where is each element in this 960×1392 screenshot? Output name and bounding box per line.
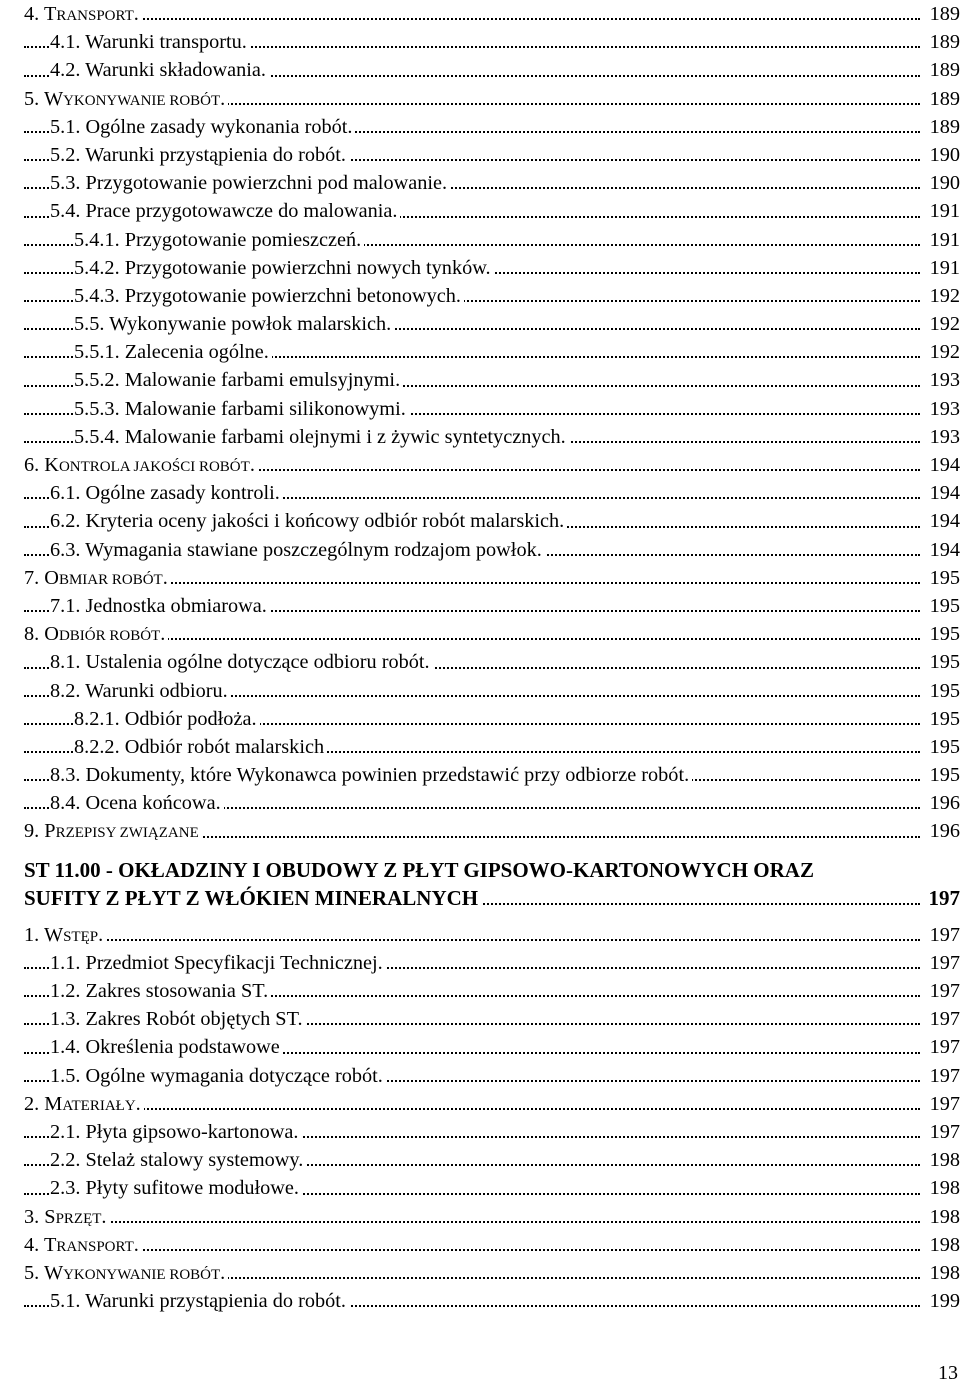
toc-entry-number: 2. [24, 1092, 40, 1115]
heading-end: . [101, 1205, 107, 1228]
toc-entry-heading [44, 924, 103, 946]
toc-entry-page: 197 [928, 1005, 960, 1033]
toc-entry-page: 198 [928, 1146, 960, 1174]
toc-entry-number: 5.4.1. [74, 228, 120, 251]
toc-entry-number: 6.1. [50, 482, 81, 505]
toc-entry [24, 536, 960, 564]
toc-entry-title [24, 0, 142, 28]
toc-entry-page: 197 [928, 1118, 960, 1146]
toc-entry [24, 592, 960, 620]
toc-entry-text: Malowanie farbami olejnymi i z żywic syntetycznych. [124, 425, 566, 448]
toc-entry-page: 192 [928, 338, 960, 366]
toc-entry-title [74, 423, 569, 451]
toc-entry-page: 189 [928, 85, 960, 113]
toc-entry-title [74, 282, 464, 310]
toc-entry-title [24, 921, 106, 949]
toc-entry-title [50, 507, 567, 535]
toc-entry-number: 1.5. [50, 1064, 81, 1087]
toc-entry-number: 6.2. [50, 510, 81, 533]
heading-end: . [160, 623, 166, 646]
toc-entry [24, 507, 960, 535]
toc-entry [24, 197, 960, 225]
toc-entry-text: Określenia podstawowe [85, 1036, 280, 1059]
toc-block-1 [24, 0, 960, 846]
toc-entry-number: 5.5. [74, 313, 105, 336]
toc-entry-number: 2.2. [50, 1149, 81, 1172]
toc-entry [24, 705, 960, 733]
toc-entry-title [74, 733, 327, 761]
toc-entry-page: 197 [928, 949, 960, 977]
heading-initial: O [44, 623, 59, 646]
toc-entry [24, 789, 960, 817]
toc-entry-text: Jednostka obmiarowa. [85, 594, 267, 617]
toc-entry-page: 198 [928, 1231, 960, 1259]
toc-entry-page: 189 [928, 56, 960, 84]
toc-entry-page: 194 [928, 479, 960, 507]
toc-entry-title [24, 451, 258, 479]
toc-entry-page: 189 [928, 28, 960, 56]
toc-entry-title [50, 677, 231, 705]
heading-rest: BMIAR ROBÓT [58, 571, 163, 588]
toc-entry-text: Prace przygotowawcze do malowania. [85, 200, 398, 223]
toc-entry [24, 733, 960, 761]
heading-rest: RZEPISY ZWIĄZANE [55, 825, 199, 842]
toc-entry-number: 5.5.3. [74, 397, 120, 420]
toc-entry [24, 338, 960, 366]
toc-entry-page: 194 [928, 507, 960, 535]
toc-entry [24, 282, 960, 310]
toc-entry [24, 1203, 960, 1231]
toc-entry-text: Malowanie farbami emulsyjnymi. [124, 369, 401, 392]
toc-entry-number: 9. [24, 820, 40, 843]
toc-entry-page: 198 [928, 1174, 960, 1202]
toc-entry-title [50, 761, 692, 789]
toc-entry-text: Płyty sufitowe modułowe. [85, 1177, 300, 1200]
toc-entry-title [50, 169, 450, 197]
spec-heading-title: SUFITY Z PŁYT Z WŁÓKIEN MINERALNYCH [24, 884, 481, 913]
toc-entry [24, 1033, 960, 1061]
toc-entry-page: 191 [928, 254, 960, 282]
toc-entry-text: Wykonywanie powłok malarskich. [109, 313, 392, 336]
heading-initial: M [44, 1092, 63, 1115]
toc-entry [24, 28, 960, 56]
toc-entry-text: Przygotowanie pomieszczeń. [124, 228, 362, 251]
toc-entry [24, 1231, 960, 1259]
toc-entry-page: 197 [928, 1090, 960, 1118]
toc-entry [24, 0, 960, 28]
toc-entry-text: Warunki składowania. [85, 59, 266, 82]
toc-entry-page: 193 [928, 366, 960, 394]
toc-entry-number: 8.2.2. [74, 735, 120, 758]
heading-rest: RANSPORT [56, 1238, 134, 1255]
toc-entry-page: 191 [928, 197, 960, 225]
toc-entry-title [74, 366, 403, 394]
toc-entry-page: 195 [928, 733, 960, 761]
toc-entry-page: 189 [928, 113, 960, 141]
toc-entry-title [74, 226, 364, 254]
table-of-contents [24, 0, 960, 1315]
toc-entry-page: 195 [928, 620, 960, 648]
toc-entry-number: 1. [24, 923, 40, 946]
toc-entry-title [50, 1005, 306, 1033]
toc-entry-page: 199 [928, 1287, 960, 1315]
toc-entry-number: 5. [24, 1261, 40, 1284]
toc-entry-title [50, 1287, 349, 1315]
toc-entry-number: 5.2. [50, 143, 81, 166]
toc-entry [24, 677, 960, 705]
toc-entry-title [74, 395, 409, 423]
toc-entry-text: Odbiór robót malarskich [124, 735, 325, 758]
toc-entry-title [50, 592, 270, 620]
toc-entry-number: 6.3. [50, 538, 81, 561]
toc-entry-title [74, 254, 494, 282]
toc-entry-number: 2.1. [50, 1120, 81, 1143]
toc-entry-page: 190 [928, 141, 960, 169]
heading-initial: T [43, 3, 57, 25]
heading-end: . [220, 87, 226, 110]
toc-entry-heading [44, 623, 165, 645]
toc-entry-page: 195 [928, 677, 960, 705]
toc-entry [24, 1005, 960, 1033]
toc-entry-page: 193 [928, 395, 960, 423]
heading-rest: PRZĘT [55, 1210, 102, 1227]
spec-heading-line-1: ST 11.00 - OKŁADZINY I OBUDOWY Z PŁYT GIPSOWO-KARTONOWYCH ORAZ [24, 857, 814, 882]
toc-entry-text: Dokumenty, które Wykonawca powinien przedstawić przy odbiorze robót. [85, 764, 690, 787]
toc-entry-text: Stelaż stalowy systemowy. [85, 1149, 304, 1172]
toc-entry-text: Przedmiot Specyfikacji Technicznej. [85, 951, 383, 974]
toc-entry-page: 197 [928, 921, 960, 949]
toc-entry-number: 8. [24, 623, 40, 646]
spec-heading-line-2 [24, 884, 960, 913]
toc-entry-title [50, 479, 283, 507]
toc-entry [24, 479, 960, 507]
toc-entry-heading [44, 3, 139, 25]
toc-entry-number: 1.3. [50, 1008, 81, 1031]
toc-entry-text: Przygotowanie powierzchni betonowych. [124, 284, 461, 307]
toc-entry-page: 195 [928, 761, 960, 789]
toc-entry-text: Przygotowanie powierzchni nowych tynków. [124, 256, 491, 279]
heading-initial: O [44, 566, 59, 589]
toc-entry-title [50, 28, 250, 56]
toc-entry-page: 197 [928, 1062, 960, 1090]
toc-entry-number: 4.2. [50, 59, 81, 82]
heading-initial: T [43, 1233, 57, 1256]
toc-entry [24, 620, 960, 648]
heading-initial: W [43, 1261, 64, 1284]
toc-entry-number: 6. [24, 454, 40, 476]
toc-entry [24, 113, 960, 141]
toc-entry-page: 192 [928, 282, 960, 310]
toc-entry-page: 198 [928, 1203, 960, 1231]
toc-entry [24, 921, 960, 949]
toc-entry-text: Ogólne zasady wykonania robót. [85, 115, 353, 138]
toc-entry [24, 85, 960, 113]
toc-entry [24, 1118, 960, 1146]
toc-entry [24, 949, 960, 977]
toc-entry-number: 4. [24, 3, 40, 25]
toc-entry-text: Ocena końcowa. [85, 792, 221, 815]
toc-entry-title [24, 85, 228, 113]
toc-entry [24, 1146, 960, 1174]
heading-initial: W [43, 87, 64, 110]
toc-entry-number: 4. [24, 1233, 40, 1256]
dot-leader [24, 939, 920, 941]
toc-entry [24, 226, 960, 254]
toc-entry-number: 8.4. [50, 792, 81, 815]
toc-entry-page: 194 [928, 451, 960, 479]
toc-entry-number: 3. [24, 1205, 40, 1228]
heading-initial: S [44, 1205, 56, 1228]
dot-leader [24, 18, 920, 20]
page-number: 13 [938, 1362, 958, 1384]
spec-heading [24, 856, 960, 913]
toc-entry-text: Zakres stosowania ST. [85, 980, 269, 1002]
toc-entry-page: 190 [928, 169, 960, 197]
toc-entry-heading [44, 1093, 140, 1115]
toc-entry-page: 195 [928, 648, 960, 676]
toc-entry-page: 191 [928, 226, 960, 254]
toc-entry-title [50, 1174, 302, 1202]
heading-end: . [162, 566, 168, 589]
toc-entry-number: 5.4. [50, 200, 81, 223]
toc-entry-page: 195 [928, 564, 960, 592]
toc-entry-number: 5.1. [50, 1290, 81, 1313]
toc-entry [24, 1287, 960, 1315]
toc-entry-text: Ogólne wymagania dotyczące robót. [85, 1064, 383, 1087]
toc-entry-number: 5. [24, 87, 40, 110]
toc-entry [24, 254, 960, 282]
toc-entry-text: Zakres Robót objętych ST. [85, 1008, 303, 1031]
heading-end: . [98, 923, 104, 946]
toc-entry-title [50, 141, 349, 169]
toc-entry-text: Warunki przystąpienia do robót. [85, 1290, 346, 1313]
toc-entry-heading [44, 820, 198, 842]
heading-end: . [220, 1261, 226, 1284]
toc-block-2 [24, 921, 960, 1316]
toc-entry-title [74, 310, 394, 338]
toc-entry-page: 194 [928, 536, 960, 564]
toc-entry-number: 2.3. [50, 1177, 81, 1200]
toc-entry-heading [44, 1262, 225, 1284]
toc-entry-number: 4.1. [50, 31, 81, 54]
toc-entry-number: 5.3. [50, 172, 81, 195]
toc-entry-number: 5.5.1. [74, 341, 120, 364]
toc-entry-title [50, 1062, 386, 1090]
dot-leader [24, 1108, 920, 1110]
toc-entry [24, 395, 960, 423]
heading-rest: YKONYWANIE ROBÓT [63, 92, 221, 109]
toc-entry-title [50, 977, 271, 1005]
toc-entry-heading [44, 454, 255, 476]
heading-initial: W [43, 923, 64, 946]
toc-entry-number: 1.4. [50, 1036, 81, 1059]
toc-entry-heading [44, 1234, 139, 1256]
toc-entry-page: 189 [928, 0, 960, 28]
toc-entry-number: 7.1. [50, 594, 81, 617]
heading-rest: ONTROLA JAKOŚCI ROBÓT [58, 459, 250, 475]
heading-rest: DBIÓR ROBÓT [58, 628, 161, 645]
heading-end: . [133, 3, 139, 25]
toc-entry-title [50, 197, 400, 225]
toc-entry-title [24, 620, 168, 648]
toc-entry-number: 5.1. [50, 115, 81, 138]
toc-entry-title [50, 1118, 301, 1146]
toc-entry [24, 1090, 960, 1118]
heading-end: . [133, 1233, 139, 1256]
toc-entry-text: Warunki transportu. [85, 31, 247, 54]
toc-entry-number: 5.5.2. [74, 369, 120, 392]
toc-entry [24, 451, 960, 479]
toc-entry-text: Wymagania stawiane poszczególnym rodzajom powłok. [85, 538, 542, 561]
toc-entry-title [24, 1231, 142, 1259]
toc-entry [24, 817, 960, 845]
toc-entry-number: 8.2.1. [74, 707, 120, 730]
toc-entry-number: 5.4.2. [74, 256, 120, 279]
toc-entry-title [50, 648, 433, 676]
toc-entry-number: 8.2. [50, 679, 81, 702]
toc-entry-title [50, 56, 269, 84]
toc-entry [24, 648, 960, 676]
heading-rest: RANSPORT [56, 8, 134, 24]
toc-entry-text: Przygotowanie powierzchni pod malowanie. [85, 172, 448, 195]
toc-entry-page: 196 [928, 817, 960, 845]
toc-entry-heading [44, 1206, 106, 1228]
heading-rest: YKONYWANIE ROBÓT [63, 1266, 221, 1283]
toc-entry-page: 198 [928, 1259, 960, 1287]
toc-entry [24, 977, 960, 1005]
toc-entry-title [50, 1033, 283, 1061]
toc-entry [24, 1259, 960, 1287]
toc-entry-text: Płyta gipsowo-kartonowa. [85, 1120, 299, 1143]
toc-entry [24, 310, 960, 338]
toc-entry-text: Warunki przystąpienia do robót. [85, 143, 346, 166]
toc-entry-text: Ustalenia ogólne dotyczące odbioru robót. [85, 651, 430, 674]
toc-entry-title [50, 789, 224, 817]
toc-entry-heading [44, 88, 225, 110]
toc-entry-title [50, 536, 545, 564]
toc-entry-text: Zalecenia ogólne. [124, 341, 269, 364]
toc-entry-number: 1.1. [50, 951, 81, 974]
toc-entry-title [24, 1259, 228, 1287]
toc-entry-title [74, 338, 272, 366]
dot-leader [24, 1249, 920, 1251]
toc-entry-heading [44, 567, 168, 589]
toc-entry-page: 197 [928, 977, 960, 1005]
toc-entry [24, 423, 960, 451]
toc-entry-page: 193 [928, 423, 960, 451]
heading-end: . [135, 1092, 141, 1115]
heading-initial: P [44, 820, 56, 843]
toc-entry [24, 1174, 960, 1202]
toc-entry-title [24, 1090, 144, 1118]
toc-entry-text: Warunki odbioru. [85, 679, 228, 702]
toc-entry-title [24, 1203, 110, 1231]
toc-entry-title [50, 949, 386, 977]
toc-entry-text: Kryteria oceny jakości i końcowy odbiór robót malarskich. [85, 510, 565, 533]
toc-entry-title [50, 1146, 306, 1174]
toc-entry [24, 56, 960, 84]
toc-entry-page: 195 [928, 705, 960, 733]
toc-entry-title [74, 705, 260, 733]
toc-entry-text: Odbiór podłoża. [124, 707, 257, 730]
spec-heading-page: 197 [927, 884, 960, 913]
toc-entry-text: Malowanie farbami silikonowymi. [124, 397, 406, 420]
toc-entry-text: Ogólne zasady kontroli. [85, 482, 280, 505]
toc-entry-number: 8.3. [50, 764, 81, 787]
toc-entry-title [50, 113, 355, 141]
toc-entry [24, 169, 960, 197]
heading-rest: ATERIAŁY [62, 1097, 136, 1114]
toc-entry [24, 1062, 960, 1090]
heading-rest: STĘP [63, 928, 99, 945]
dot-leader [24, 1221, 920, 1223]
toc-entry-title [24, 817, 202, 845]
toc-entry-number: 1.2. [50, 980, 81, 1002]
toc-entry [24, 366, 960, 394]
toc-entry [24, 564, 960, 592]
heading-end: . [249, 454, 255, 476]
toc-entry-page: 192 [928, 310, 960, 338]
toc-entry-number: 5.5.4. [74, 425, 120, 448]
heading-initial: K [44, 454, 59, 476]
toc-entry-page: 195 [928, 592, 960, 620]
toc-entry [24, 761, 960, 789]
toc-entry-page: 196 [928, 789, 960, 817]
toc-entry-page: 197 [928, 1033, 960, 1061]
toc-entry-number: 8.1. [50, 651, 81, 674]
toc-entry-title [24, 564, 171, 592]
toc-entry-number: 7. [24, 566, 40, 589]
toc-entry [24, 141, 960, 169]
toc-entry-number: 5.4.3. [74, 284, 120, 307]
